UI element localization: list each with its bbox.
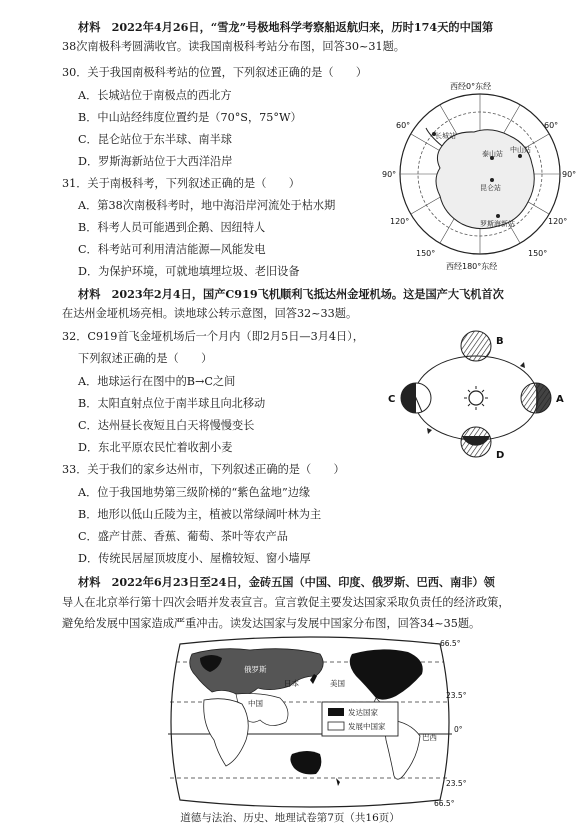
q32-option-d: D．东北平原农民忙着收割小麦 [78, 441, 233, 454]
station-great-wall: 长城站 [435, 132, 456, 140]
antarctica-station-map [382, 76, 578, 272]
label-russia: 俄罗斯 [244, 665, 267, 674]
map1-left-60: 60° [396, 121, 411, 130]
map1-right-120: 120° [548, 217, 568, 226]
q31-option-b: B．科考人员可能遇到企鹅、因纽特人 [78, 221, 266, 234]
page-footer: 道德与法治、历史、地理试卷第7页（共16页） [180, 812, 400, 824]
material-3-line-2: 导人在北京举行第十四次会晤并发表宣言。宣言敦促主要发达国家采取负责任的经济政策， [62, 596, 510, 609]
q32-option-b: B．太阳直射点位于南半球且向北移动 [78, 397, 266, 410]
station-kunlun: 昆仑站 [480, 184, 501, 192]
map1-right-60: 60° [544, 121, 559, 130]
legend-developed: 发达国家 [348, 708, 378, 717]
earth-position-a [521, 383, 551, 413]
station-ross-sea: 罗斯海新站 [480, 220, 515, 228]
lat-23-5-s: 23.5° [446, 779, 467, 788]
q32-option-c: C．达州昼长夜短且白天将慢慢变长 [78, 419, 255, 432]
map1-left-120: 120° [390, 217, 410, 226]
q33-option-b: B．地形以低山丘陵为主，植被以常绿阔叶林为主 [78, 508, 322, 521]
sun-icon [464, 386, 488, 410]
orbit-label-a: A [556, 394, 564, 405]
station-zhongshan: 中山站 [510, 146, 531, 154]
material-1-line-1: 材料 2022年4月26日，“雪龙”号极地科学考察船返航归来，历时174天的中国第 [78, 20, 494, 34]
q32-stem-1: 32．C919首飞金垭机场后一个月内（即2月5日—3月4日）， [62, 330, 364, 343]
q33-option-a: A．位于我国地势第三级阶梯的“紫色盆地”边缘 [78, 486, 311, 499]
label-brazil: 巴西 [422, 733, 437, 742]
material-2-line-2: 在达州金垭机场亮相。读地球公转示意图，回答32~33题。 [62, 307, 358, 320]
q30-stem: 30．关于我国南极科考站的位置，下列叙述正确的是（ ） [62, 66, 368, 79]
q33-option-c: C．盛产甘蔗、香蕉、葡萄、茶叶等农产品 [78, 530, 288, 543]
label-japan: 日本 [284, 679, 299, 688]
q30-option-c: C．昆仑站位于东半球、南半球 [78, 133, 232, 146]
lat-0: 0° [454, 725, 463, 734]
material-3-line-1: 材料 2022年6月23日至24日，金砖五国（中国、印度、俄罗斯、巴西、南非）领 [78, 575, 495, 589]
legend-developing: 发展中国家 [348, 722, 386, 731]
earth-position-d [461, 427, 491, 457]
earth-orbit-diagram [380, 326, 576, 464]
q31-option-d: D．为保护环境，可就地填埋垃圾、老旧设备 [78, 265, 300, 278]
q31-option-c: C．科考站可利用清洁能源—风能发电 [78, 243, 266, 256]
world-development-map [140, 636, 480, 808]
lat-66-5-n: 66.5° [440, 639, 461, 648]
q32-stem-2: 下列叙述正确的是（ ） [78, 352, 213, 365]
orbit-label-d: D [496, 450, 505, 461]
q30-option-b: B．中山站经纬度位置约是（70°S，75°W） [78, 111, 302, 124]
map1-left-150: 150° [416, 249, 436, 258]
q33-stem: 33．关于我们的家乡达州市，下列叙述正确的是（ ） [62, 463, 345, 476]
q30-option-a: A．长城站位于南极点的西北方 [78, 89, 232, 102]
map-legend [322, 702, 398, 736]
q31-stem: 31．关于南极科考，下列叙述正确的是（ ） [62, 177, 300, 190]
lat-23-5-n: 23.5° [446, 691, 467, 700]
map1-left-90: 90° [382, 170, 397, 179]
orbit-label-c: C [388, 394, 396, 405]
map1-right-90: 90° [562, 170, 577, 179]
label-usa: 美国 [330, 679, 345, 688]
earth-position-c [401, 383, 431, 413]
label-china: 中国 [248, 699, 263, 708]
q32-option-a: A．地球运行在图中的B→C之间 [78, 375, 236, 388]
q33-option-d: D．传统民居屋顶坡度小、屋檐较短、窗小墙厚 [78, 552, 311, 565]
earth-position-b [461, 331, 491, 361]
material-1-line-2: 38次南极科考圆满收官。读我国南极科考站分布图，回答30~31题。 [62, 40, 405, 53]
lat-66-5-s: 66.5° [434, 799, 455, 808]
q31-option-a: A．第38次南极科考时，地中海沿岸河流处于枯水期 [78, 199, 336, 212]
map1-bottom-label: 西经180°东经 [446, 262, 498, 271]
map1-top-label: 西经0°东经 [450, 82, 492, 91]
station-taishan: 泰山站 [482, 150, 503, 158]
q30-option-d: D．罗斯海新站位于大西洋沿岸 [78, 155, 233, 168]
material-2-line-1: 材料 2023年2月4日，国产C919飞机顺利飞抵达州金垭机场。这是国产大飞机首次 [78, 287, 504, 301]
material-3-line-3: 避免给发展中国家造成严重冲击。读发达国家与发展中国家分布图，回答34~35题。 [62, 617, 481, 630]
orbit-label-b: B [496, 336, 504, 347]
map1-right-150: 150° [528, 249, 548, 258]
